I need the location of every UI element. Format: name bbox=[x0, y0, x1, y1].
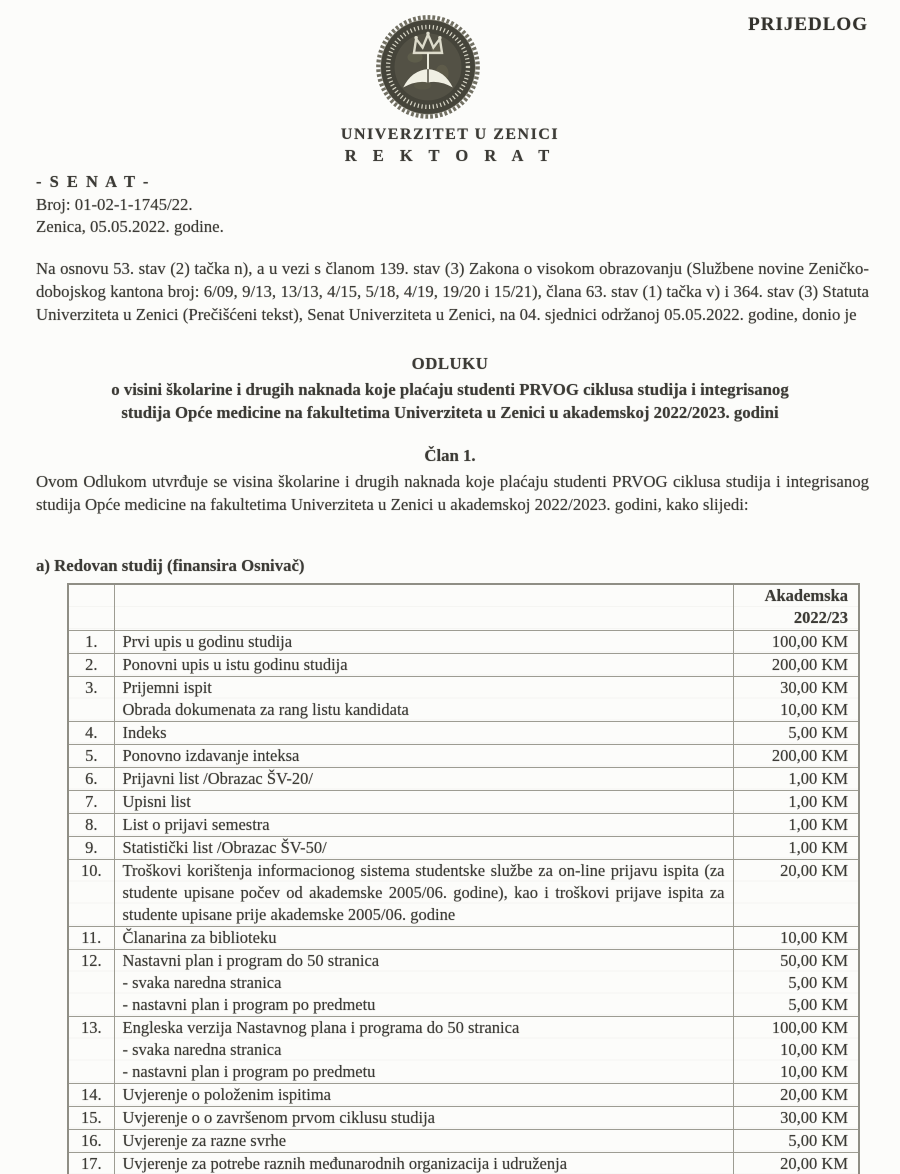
fee-amount-line: 5,00 KM bbox=[788, 972, 848, 992]
fee-description bbox=[114, 721, 733, 744]
row-number: 4. bbox=[68, 721, 114, 744]
fee-amount-line: 5,00 KM bbox=[788, 1130, 848, 1150]
amount-header-line-1: Akademska bbox=[764, 586, 848, 605]
table-row bbox=[68, 926, 859, 949]
fee-amount bbox=[733, 1106, 859, 1129]
fee-description-line: Nastavni plan i program do 50 stranica bbox=[122, 950, 380, 970]
fee-description-line: Uvjerenje o o završenom prvom ciklusu studija bbox=[122, 1107, 436, 1127]
article-heading: Član 1. bbox=[424, 446, 476, 465]
fee-description-line: - nastavni plan i program po predmetu bbox=[122, 994, 376, 1014]
organization-name: UNIVERZITET U ZENICI bbox=[340, 126, 560, 143]
fee-amount bbox=[733, 767, 859, 790]
fee-amount-line: 10,00 KM bbox=[780, 927, 848, 947]
fee-amount-line: 200,00 KM bbox=[771, 745, 848, 765]
table-row bbox=[68, 744, 859, 767]
fee-description-line: Uvjerenje o položenim ispitima bbox=[122, 1084, 331, 1104]
fee-description-line: Uvjerenje za razne svrhe bbox=[122, 1130, 287, 1150]
row-number: 14. bbox=[68, 1083, 114, 1106]
row-number: 12. bbox=[68, 949, 114, 1016]
fee-description-line: Troškovi korištenja informacionog sistema studentske službe za on-line prijavu ispita (za studente upisane počev od akademske 2005/06. godine), kao i troškovi prijave ispita za studente upisane prije akademske 2005/06. godine bbox=[122, 860, 725, 924]
table-row bbox=[68, 1129, 859, 1152]
row-number: 9. bbox=[68, 836, 114, 859]
row-number: 2. bbox=[68, 653, 114, 676]
header-amount-cell bbox=[733, 584, 859, 630]
header-description-cell bbox=[114, 584, 733, 630]
row-number: 6. bbox=[68, 767, 114, 790]
table-section-heading: a) Redovan studij (finansira Osnivač) bbox=[36, 556, 305, 575]
fee-description bbox=[114, 949, 733, 1016]
fee-amount-line: 5,00 KM bbox=[788, 722, 848, 742]
fee-amount-line: 30,00 KM bbox=[780, 677, 848, 697]
fee-amount bbox=[733, 721, 859, 744]
row-number: 16. bbox=[68, 1129, 114, 1152]
document-number: Broj: 01-02-1-1745/22. bbox=[36, 195, 193, 214]
fee-amount-line: 200,00 KM bbox=[771, 654, 848, 674]
fee-amount-line: 50,00 KM bbox=[780, 950, 848, 970]
table-row bbox=[68, 836, 859, 859]
fee-description-line: Članarina za biblioteku bbox=[122, 927, 277, 947]
fee-amount bbox=[733, 1083, 859, 1106]
article-body: Ovom Odlukom utvrđuje se visina školarine i drugih naknada koje plaćaju studenti PRVOG ciklusa studija i integrisanog studija Opće medicine na fakultetima Univerziteta u Zenici u akademskoj 2022/2023. godini, kako slijedi: bbox=[36, 472, 869, 514]
fee-description bbox=[114, 1129, 733, 1152]
fee-description bbox=[114, 630, 733, 653]
fee-amount bbox=[733, 653, 859, 676]
fee-description-line: Prijavni list /Obrazac ŠV-20/ bbox=[122, 768, 313, 788]
fee-description-line: Ponovno izdavanje inteksa bbox=[122, 745, 300, 765]
fee-description-line: Prvi upis u godinu studija bbox=[122, 631, 293, 651]
row-number: 7. bbox=[68, 790, 114, 813]
fee-amount bbox=[733, 790, 859, 813]
row-number: 1. bbox=[68, 630, 114, 653]
fee-amount bbox=[733, 1016, 859, 1083]
fee-amount-line: 100,00 KM bbox=[771, 631, 848, 651]
fee-amount-line: 20,00 KM bbox=[780, 1153, 848, 1173]
legal-preamble: Na osnovu 53. stav (2) tačka n), a u vezi s članom 139. stav (3) Zakona o visokom obrazovanju (Službene novine Zeničko-dobojskog kantona broj: 6/09, 9/13, 13/13, 4/15, 5/18, 4/19, 19/20 i 15/21), člana 63. stav (1) tačka v) i 364. stav (3) Statuta Univerziteta u Zenici (Prečišćeni tekst), Senat Univerziteta u Zenici, na 04. sjednici održanoj 05.05.2022. godine, donio je bbox=[36, 259, 869, 324]
fee-amount-line: 20,00 KM bbox=[780, 1084, 848, 1104]
university-seal bbox=[372, 14, 484, 122]
fee-amount bbox=[733, 926, 859, 949]
row-number: 3. bbox=[68, 676, 114, 721]
row-number: 10. bbox=[68, 859, 114, 926]
fee-description bbox=[114, 653, 733, 676]
fee-amount bbox=[733, 949, 859, 1016]
fee-amount bbox=[733, 813, 859, 836]
fee-description-line: Engleska verzija Nastavnog plana i programa do 50 stranica bbox=[122, 1017, 520, 1037]
fees-table bbox=[67, 583, 860, 1174]
fee-amount-line: 1,00 KM bbox=[788, 768, 848, 788]
table-row bbox=[68, 676, 859, 721]
decision-subtitle-line-2: studija Opće medicine na fakultetima Univerziteta u Zenici u akademskoj 2022/2023. godini bbox=[121, 403, 779, 422]
table-row bbox=[68, 1083, 859, 1106]
place-and-date: Zenica, 05.05.2022. godine. bbox=[36, 217, 224, 236]
fee-description bbox=[114, 1152, 733, 1174]
decision-subtitle bbox=[44, 378, 856, 424]
fee-description-line: Ponovni upis u istu godinu studija bbox=[122, 654, 348, 674]
table-row bbox=[68, 721, 859, 744]
header-number-cell bbox=[68, 584, 114, 630]
fee-amount-line: 100,00 KM bbox=[771, 1017, 848, 1037]
fee-description bbox=[114, 767, 733, 790]
fee-amount bbox=[733, 836, 859, 859]
fee-description bbox=[114, 676, 733, 721]
fee-description-line: Obrada dokumenata za rang listu kandidata bbox=[122, 699, 409, 719]
fee-amount-line: 30,00 KM bbox=[780, 1107, 848, 1127]
fee-description bbox=[114, 926, 733, 949]
table-row bbox=[68, 1106, 859, 1129]
fee-amount-line: 10,00 KM bbox=[780, 1061, 848, 1081]
fee-amount-line: 10,00 KM bbox=[780, 699, 848, 719]
fee-description bbox=[114, 859, 733, 926]
fee-description-line: List o prijavi semestra bbox=[122, 814, 270, 834]
department-name: R E K T O R A T bbox=[344, 146, 556, 165]
table-header-row bbox=[68, 584, 859, 630]
fee-description-line: Prijemni ispit bbox=[122, 677, 212, 697]
fee-amount-line: 5,00 KM bbox=[788, 994, 848, 1014]
decision-title: ODLUKU bbox=[411, 354, 489, 373]
fee-description-line: Upisni list bbox=[122, 791, 191, 811]
row-number: 8. bbox=[68, 813, 114, 836]
fee-description bbox=[114, 1083, 733, 1106]
fee-description bbox=[114, 790, 733, 813]
fee-amount-line: 1,00 KM bbox=[788, 814, 848, 834]
fee-description-line: Indeks bbox=[122, 722, 167, 742]
fee-description-line: Statistički list /Obrazac ŠV-50/ bbox=[122, 837, 327, 857]
fee-amount-line: 20,00 KM bbox=[780, 860, 848, 880]
fee-description bbox=[114, 1016, 733, 1083]
table-row bbox=[68, 1016, 859, 1083]
fee-description bbox=[114, 744, 733, 767]
table-row bbox=[68, 1152, 859, 1174]
table-row bbox=[68, 630, 859, 653]
table-row bbox=[68, 767, 859, 790]
fee-description bbox=[114, 836, 733, 859]
table-row bbox=[68, 949, 859, 1016]
fee-amount-line: 1,00 KM bbox=[788, 791, 848, 811]
fee-amount-line: 10,00 KM bbox=[780, 1039, 848, 1059]
table-row bbox=[68, 859, 859, 926]
fee-amount bbox=[733, 630, 859, 653]
fee-description-line: - svaka naredna stranica bbox=[122, 1039, 282, 1059]
fee-description-line: - svaka naredna stranica bbox=[122, 972, 282, 992]
fee-amount bbox=[733, 859, 859, 926]
row-number: 11. bbox=[68, 926, 114, 949]
seal-emblem-icon bbox=[372, 14, 484, 122]
fee-amount-line: 1,00 KM bbox=[788, 837, 848, 857]
row-number: 17. bbox=[68, 1152, 114, 1174]
fee-description bbox=[114, 813, 733, 836]
row-number: 13. bbox=[68, 1016, 114, 1083]
corner-label: PRIJEDLOG bbox=[748, 14, 868, 35]
fee-amount bbox=[733, 1129, 859, 1152]
fee-amount bbox=[733, 1152, 859, 1174]
table-row bbox=[68, 653, 859, 676]
row-number: 5. bbox=[68, 744, 114, 767]
decision-subtitle-line-1: o visini školarine i drugih naknada koje plaćaju studenti PRVOG ciklusa studija i integrisanog bbox=[111, 380, 789, 399]
senate-label: - S E N A T - bbox=[36, 172, 151, 191]
fee-amount bbox=[733, 744, 859, 767]
fee-description bbox=[114, 1106, 733, 1129]
row-number: 15. bbox=[68, 1106, 114, 1129]
table-row bbox=[68, 790, 859, 813]
fee-amount bbox=[733, 676, 859, 721]
fee-description-line: - nastavni plan i program po predmetu bbox=[122, 1061, 376, 1081]
amount-header-line-2: 2022/23 bbox=[793, 608, 848, 627]
fee-description-line: Uvjerenje za potrebe raznih međunarodnih organizacija i udruženja bbox=[122, 1153, 568, 1173]
fees-table-body bbox=[68, 584, 859, 1174]
table-row bbox=[68, 813, 859, 836]
